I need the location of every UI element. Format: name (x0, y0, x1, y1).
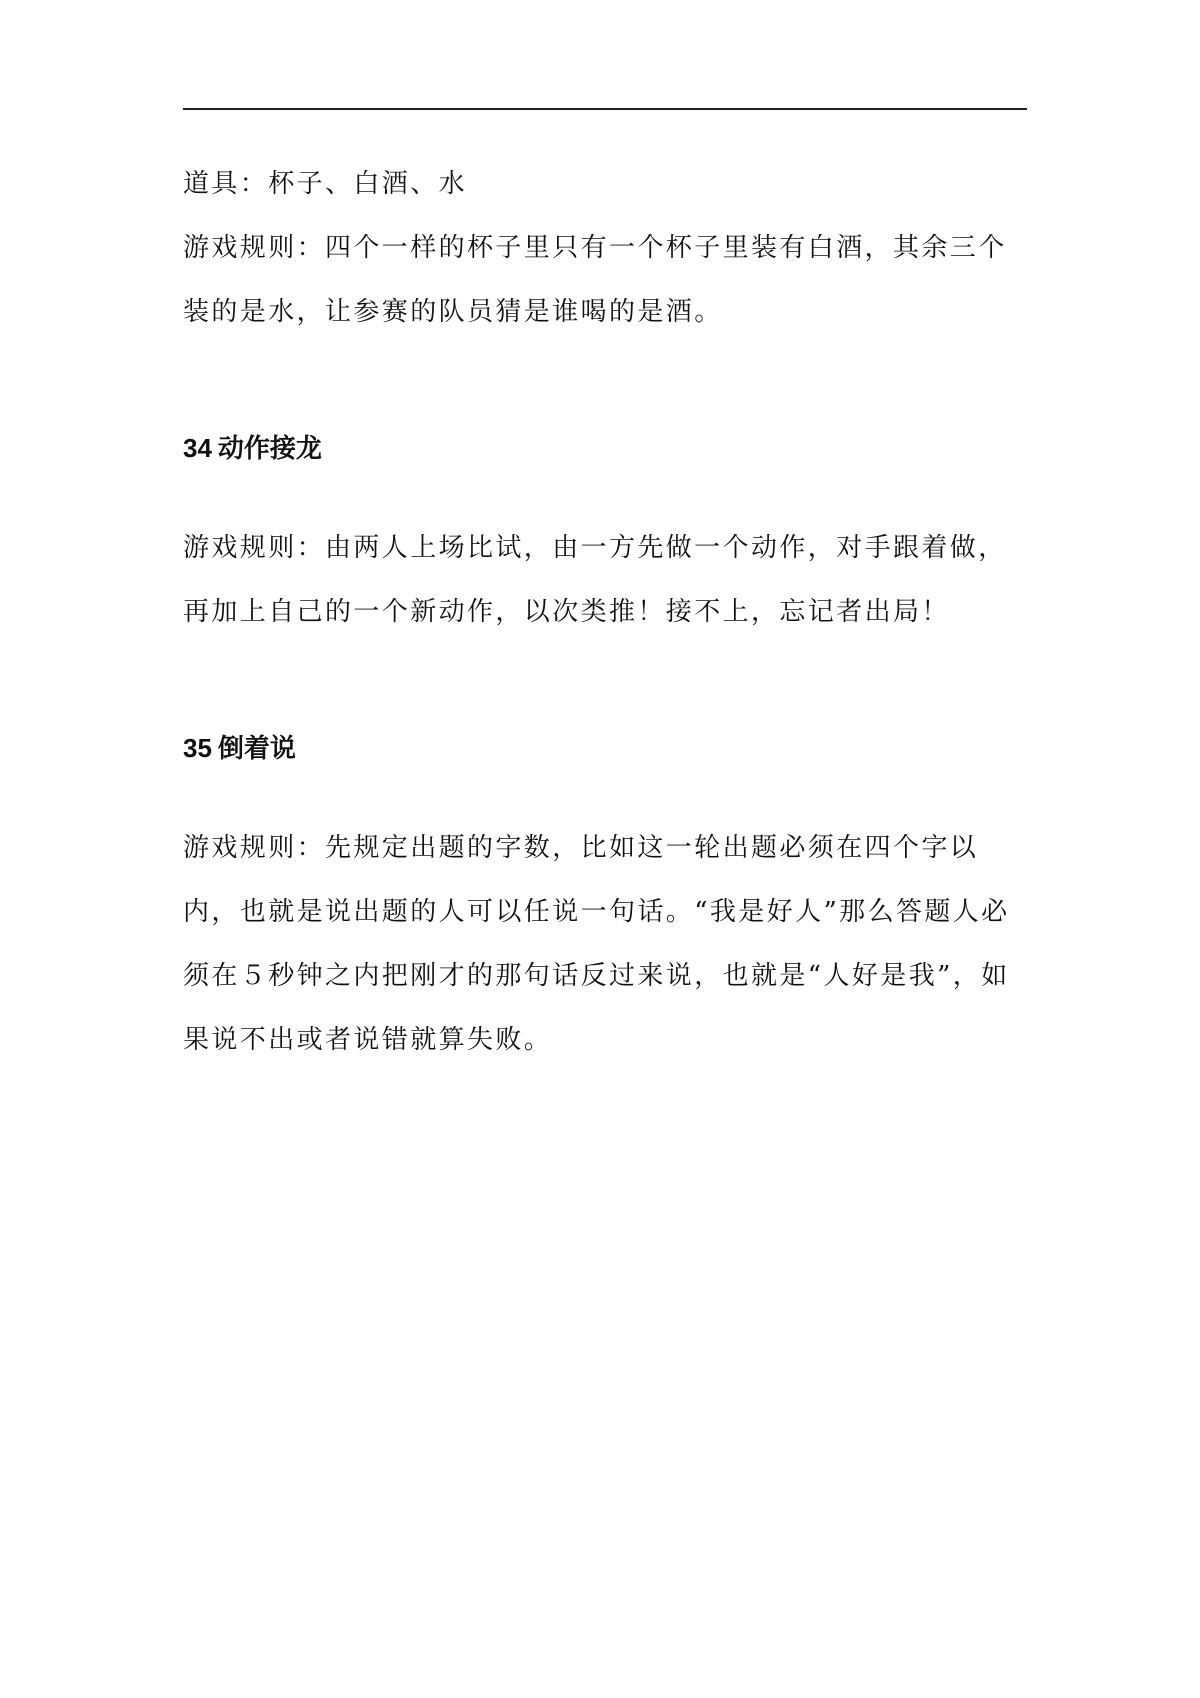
section-number: 34 (183, 433, 212, 463)
section-number: 35 (183, 733, 212, 763)
section-title: 动作接龙 (217, 433, 322, 463)
section-33-continued (183, 152, 1027, 344)
section-heading (183, 428, 1027, 468)
spacer (183, 344, 1027, 428)
section-34 (183, 428, 1027, 644)
section-35 (183, 728, 1027, 1072)
rules-paragraph: 游戏规则：四个一样的杯子里只有一个杯子里装有白酒，其余三个装的是水，让参赛的队员猜是谁喝的是酒。 (183, 233, 1007, 327)
header-rule (183, 108, 1027, 110)
page-content (183, 152, 1027, 1072)
spacer (183, 644, 1027, 728)
rules-paragraph: 游戏规则：先规定出题的字数，比如这一轮出题必须在四个字以内，也就是说出题的人可以任说一句话。“我是好人”那么答题人必须在５秒钟之内把刚才的那句话反过来说，也就是“人好是我”，如果说不出或者说错就算失败。 (183, 833, 1010, 1055)
section-heading (183, 728, 1027, 768)
section-title: 倒着说 (217, 733, 296, 763)
spacer (183, 468, 1027, 516)
props-line: 道具：杯子、白酒、水 (183, 169, 468, 199)
rules-paragraph: 游戏规则：由两人上场比试，由一方先做一个动作，对手跟着做，再加上自己的一个新动作，以次类推！接不上，忘记者出局！ (183, 533, 1007, 627)
spacer (183, 768, 1027, 816)
